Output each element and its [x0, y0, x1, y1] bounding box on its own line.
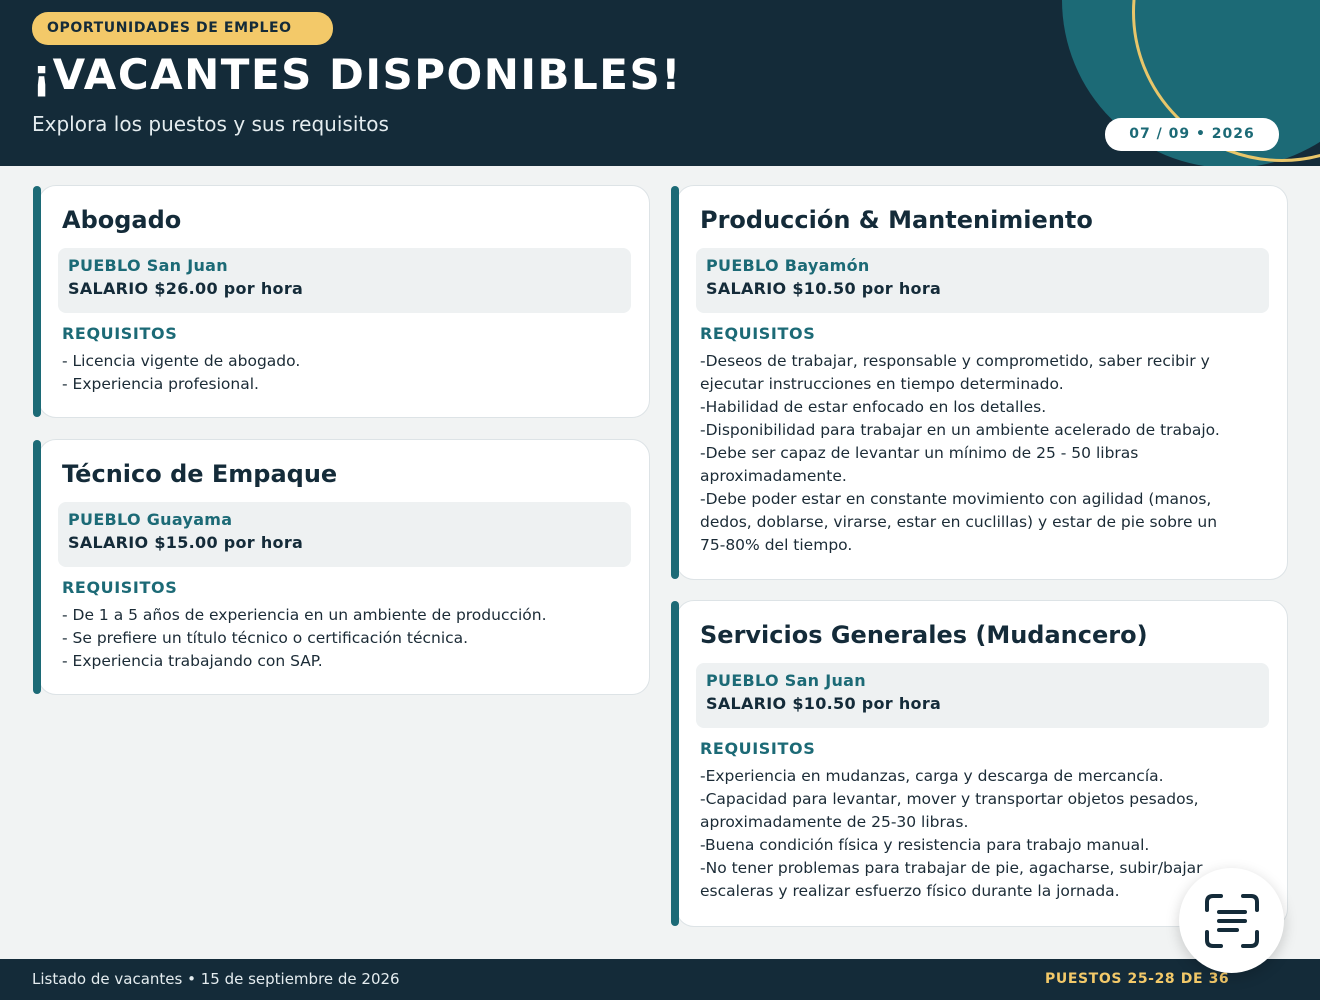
- job-location: PUEBLO San Juan: [68, 256, 228, 275]
- requirement-line: -No tener problemas para trabajar de pie, agacharse, subir/bajar: [700, 859, 1203, 877]
- job-location: PUEBLO San Juan: [706, 671, 866, 690]
- requirement-line: -Deseos de trabajar, responsable y comprometido, saber recibir y: [700, 352, 1210, 370]
- requirement-line: aproximadamente de 25-30 libras.: [700, 813, 969, 831]
- job-title: Producción & Mantenimiento: [700, 206, 1093, 234]
- requirement-line: -Buena condición física y resistencia para trabajo manual.: [700, 836, 1150, 854]
- page-footer: [0, 959, 1320, 1000]
- job-card: [38, 185, 650, 418]
- requirements-list: [700, 350, 1243, 557]
- job-info-box: [58, 502, 631, 567]
- requirements-list: [700, 765, 1243, 903]
- requirement-line: 75-80% del tiempo.: [700, 536, 853, 554]
- requirement-line: aproximadamente.: [700, 467, 847, 485]
- requirements-label: REQUISITOS: [700, 739, 816, 758]
- card-accent-bar: [671, 186, 679, 579]
- job-title: Abogado: [62, 206, 182, 234]
- job-location: PUEBLO Bayamón: [706, 256, 870, 275]
- date-badge: 07 / 09 • 2026: [1105, 118, 1279, 151]
- requirement-line: -Capacidad para levantar, mover y transportar objetos pesados,: [700, 790, 1199, 808]
- card-accent-bar: [33, 440, 41, 694]
- requirements-label: REQUISITOS: [62, 578, 178, 597]
- requirement-line: - Se prefiere un título técnico o certificación técnica.: [62, 629, 469, 647]
- scan-text-button[interactable]: [1179, 868, 1284, 973]
- requirement-line: -Disponibilidad para trabajar en un ambiente acelerado de trabajo.: [700, 421, 1220, 439]
- page-title: ¡VACANTES DISPONIBLES!: [32, 50, 682, 99]
- card-accent-bar: [33, 186, 41, 417]
- requirement-line: - Experiencia profesional.: [62, 375, 259, 393]
- requirement-line: -Experiencia en mudanzas, carga y descarga de mercancía.: [700, 767, 1164, 785]
- requirements-list: [62, 350, 605, 396]
- footer-caption: Listado de vacantes • 15 de septiembre de 2026: [32, 970, 400, 988]
- job-location: PUEBLO Guayama: [68, 510, 233, 529]
- job-title: Técnico de Empaque: [62, 460, 338, 488]
- requirement-line: - Experiencia trabajando con SAP.: [62, 652, 323, 670]
- job-title: Servicios Generales (Mudancero): [700, 621, 1148, 649]
- scan-text-icon: [1203, 892, 1261, 950]
- page-counter: PUESTOS 25-28 DE 36: [1045, 971, 1230, 987]
- requirement-line: -Debe poder estar en constante movimiento con agilidad (manos,: [700, 490, 1212, 508]
- requirements-label: REQUISITOS: [700, 324, 816, 343]
- job-info-box: [696, 248, 1269, 313]
- job-salary: SALARIO $26.00 por hora: [68, 279, 304, 298]
- job-salary: SALARIO $15.00 por hora: [68, 533, 304, 552]
- card-accent-bar: [671, 601, 679, 926]
- job-card: [38, 439, 650, 695]
- page-header: [0, 0, 1320, 166]
- job-info-box: [58, 248, 631, 313]
- job-salary: SALARIO $10.50 por hora: [706, 279, 942, 298]
- requirements-label: REQUISITOS: [62, 324, 178, 343]
- job-card: [676, 185, 1288, 580]
- job-card: [676, 600, 1288, 927]
- requirement-line: -Habilidad de estar enfocado en los detalles.: [700, 398, 1047, 416]
- requirement-line: ejecutar instrucciones en tiempo determinado.: [700, 375, 1064, 393]
- job-salary: SALARIO $10.50 por hora: [706, 694, 942, 713]
- category-tag: OPORTUNIDADES DE EMPLEO: [32, 12, 333, 45]
- requirement-line: -Debe ser capaz de levantar un mínimo de 25 - 50 libras: [700, 444, 1139, 462]
- requirement-line: dedos, doblarse, virarse, estar en cuclillas) y estar de pie sobre un: [700, 513, 1218, 531]
- requirement-line: - Licencia vigente de abogado.: [62, 352, 301, 370]
- job-info-box: [696, 663, 1269, 728]
- requirements-list: [62, 604, 605, 673]
- page-subtitle: Explora los puestos y sus requisitos: [32, 112, 389, 136]
- requirement-line: escaleras y realizar esfuerzo físico durante la jornada.: [700, 882, 1120, 900]
- requirement-line: - De 1 a 5 años de experiencia en un ambiente de producción.: [62, 606, 547, 624]
